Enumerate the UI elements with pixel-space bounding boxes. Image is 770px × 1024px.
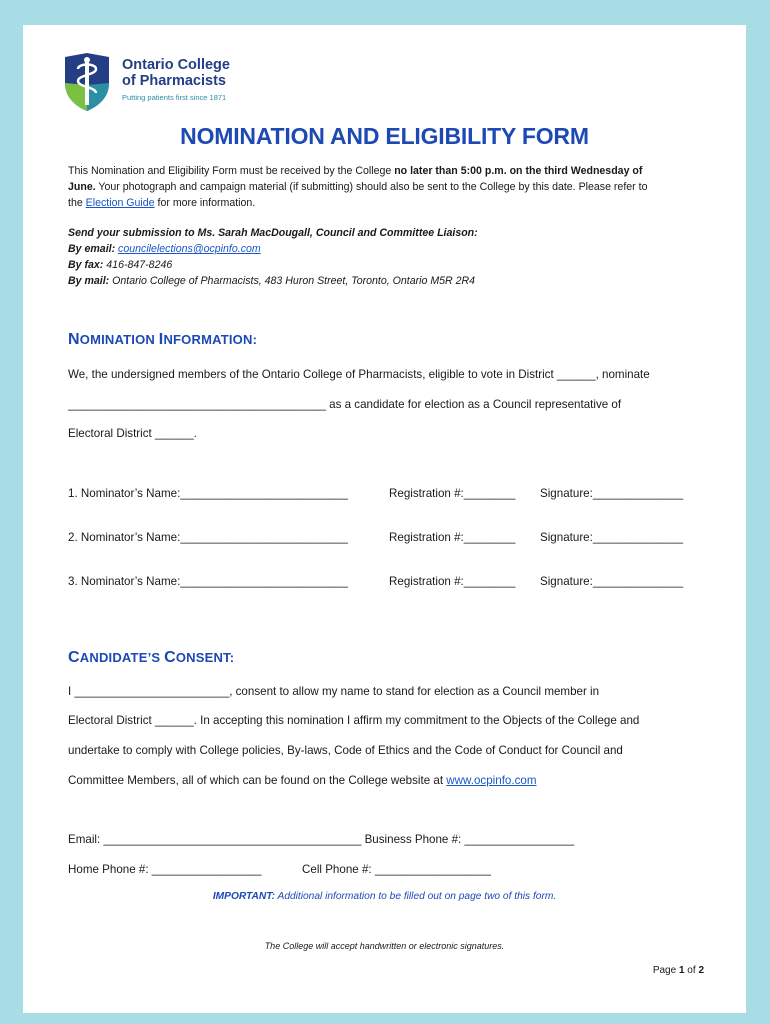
college-crest-icon <box>61 51 113 113</box>
heading-text: ANDIDATE’S <box>79 650 165 665</box>
form-page <box>23 25 746 1013</box>
logo-name-line2: of Pharmacists <box>122 73 226 89</box>
nomination-line-2: ________________________________________ as a candidate for election as a Council representative of <box>68 398 622 411</box>
ocp-website-link[interactable]: www.ocpinfo.com <box>446 774 537 787</box>
page-current: 1 <box>678 965 685 976</box>
heading-text: ONSENT: <box>175 650 235 665</box>
deadline-text: no later than 5:00 p.m. on the third Wednesday of <box>394 165 643 177</box>
intro-text: Your photograph and campaign material (if submitting) should also be sent to the College by this date. Please refer to <box>95 181 648 193</box>
email-label: By email: <box>68 243 119 255</box>
intro-text: the <box>68 197 86 209</box>
submission-heading: Send your submission to Ms. Sarah MacDougall, Council and Committee Liaison: <box>68 227 478 239</box>
logo-name-line1: Ontario College <box>122 57 230 73</box>
college-logo <box>61 51 271 113</box>
intro-paragraph <box>68 163 698 211</box>
nomination-heading <box>68 331 257 349</box>
election-guide-link[interactable]: Election Guide <box>85 197 155 209</box>
logo-tagline: Putting patients first since 1871 <box>122 93 227 102</box>
intro-text: for more information. <box>154 197 256 209</box>
consent-line-4 <box>68 774 537 787</box>
mail-address: Ontario College of Pharmacists, 483 Huron Street, Toronto, Ontario M5R 2R4 <box>112 275 476 287</box>
form-title: NOMINATION AND ELIGIBILITY FORM <box>180 123 589 149</box>
consent-line-3: undertake to comply with College policies, By-laws, Code of Ethics and the Code of Conduct for Council and <box>68 744 623 757</box>
page-of: of <box>684 965 699 976</box>
nominator-3-registration[interactable]: Registration #:________ <box>389 575 516 588</box>
important-label: IMPORTANT: <box>212 891 276 902</box>
nominator-2-name[interactable]: 2. Nominator’s Name:__________________________ <box>68 531 348 544</box>
important-text: Additional information to be filled out on page two of this form. <box>275 891 557 902</box>
intro-text: This Nomination and Eligibility Form must be received by the College <box>68 165 395 177</box>
submission-info <box>68 225 478 289</box>
deadline-month: June. <box>68 181 96 193</box>
heading-text: OMINATION <box>79 332 159 347</box>
consent-text: Committee Members, all of which can be found on the College website at <box>68 774 447 787</box>
council-email-link[interactable]: councilelections@ocpinfo.com <box>118 243 261 255</box>
fax-label: By fax: <box>68 259 107 271</box>
nominator-1-signature[interactable]: Signature:______________ <box>540 487 684 500</box>
fax-number: 416-847-8246 <box>106 259 173 271</box>
consent-line-2: Electoral District ______. In accepting this nomination I affirm my commitment to the Objects of the College and <box>68 714 640 727</box>
heading-initial: C <box>68 649 80 666</box>
page-number <box>653 965 704 976</box>
nominator-3-signature[interactable]: Signature:______________ <box>540 575 684 588</box>
page-prefix: Page <box>652 965 679 976</box>
heading-initial: C <box>164 649 176 666</box>
nominator-3-name[interactable]: 3. Nominator’s Name:__________________________ <box>68 575 348 588</box>
nominator-1-registration[interactable]: Registration #:________ <box>389 487 516 500</box>
heading-text: NFORMATION: <box>163 332 258 347</box>
page-total: 2 <box>698 965 704 976</box>
mail-label: By mail: <box>68 275 113 287</box>
heading-initial: I <box>158 331 164 348</box>
signature-note: The College will accept handwritten or electronic signatures. <box>264 941 505 951</box>
consent-heading <box>68 649 234 667</box>
nomination-line-3: Electoral District ______. <box>68 427 197 440</box>
nomination-line-1: We, the undersigned members of the Ontario College of Pharmacists, eligible to vote in District ______, nominate <box>68 368 650 381</box>
nominator-1-name[interactable]: 1. Nominator’s Name:__________________________ <box>68 487 348 500</box>
consent-line-1: I ________________________, consent to allow my name to stand for election as a Council member in <box>68 685 600 698</box>
nominator-2-registration[interactable]: Registration #:________ <box>389 531 516 544</box>
email-business-phone-line[interactable]: Email: ________________________________________ Business Phone #: _________________ <box>68 833 575 846</box>
cell-phone-field[interactable]: Cell Phone #: __________________ <box>302 863 491 876</box>
important-note <box>23 891 746 902</box>
nominator-2-signature[interactable]: Signature:______________ <box>540 531 684 544</box>
home-phone-field[interactable]: Home Phone #: _________________ <box>68 863 262 876</box>
heading-initial: N <box>68 331 80 348</box>
